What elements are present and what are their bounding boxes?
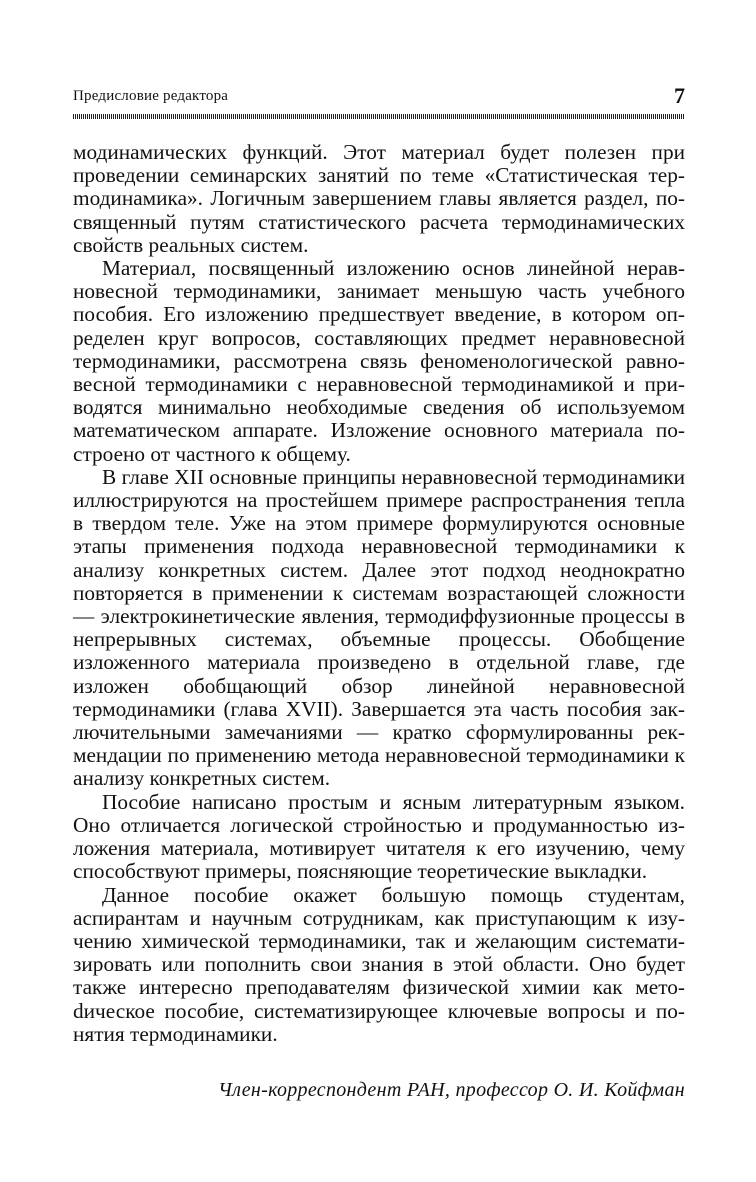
paragraph-2: Материал, посвященный изложению основ линейной неравновесной термодинамики, занимает меньшую часть учебного пособия. Его изложению предшествует введение, в котором определен круг вопросов, составляющих предмет неравновесной термодинамики, рассмотрена связь феноменологической равновесной термодинамики с неравновесной термодинамикой и приводятся минимально необходимые сведения об используемом математическом аппарате. Изложение основного материала построено от частного к общему. [73, 256, 685, 466]
paragraph-1: модинамических функций. Этот материал будет полезен при проведении семинарских занятий по теме «Статистическая терmодинамика». Логичным завершением главы является раздел, посвященный путям статистического расчета термодинамических свойств реальных систем. [73, 140, 685, 257]
signature: Член-корреспондент РАН, профессор О. И. Койфман [218, 1079, 685, 1101]
running-header [73, 83, 685, 108]
paragraph-5: Данное пособие окажет большую помощь студентам, аспирантам и научным сотрудникам, как приступающим к изучению химической термодинамики, так и желающим систематизировать или пополнить свои знания в этой области. Оно будет также интересно преподавателям физической химии как метоdическое пособие, систематизирующее ключевые вопросы и понятия термодинамики. [73, 882, 685, 1046]
header-rule-divider [73, 114, 685, 119]
paragraph-3: В главе XII основные принципы неравновесной термодинамики иллюстрируются на простейшем примере распространения тепла в твердом теле. Уже на этом примере формулируются основные этапы применения подхода неравновесной термодинамики к анализу конкретных систем. Далее этот подход неоднократно повторяется в применении к системам возрастающей сложности — электрокинетические явления, термодиффузионные процессы в непрерывных системах, объемные процессы. Обобщение изложенного материала произведено в отдельной главе, где изложен обобщающий обзор линейной неравновесной термодинамики (глава XVII). Завершается эта часть пособия заключительными замечаниями — кратко сформулированны рекмендации по применению метода неравновесной термодинамики к анализу конкретных систем. [73, 464, 685, 791]
body-text [73, 141, 685, 1046]
page-number: 7 [674, 83, 685, 108]
running-header-title: Предисловие редактора [73, 88, 229, 104]
paragraph-4: Пособие написано простым и ясным литературным языком. Оно отличается логической стройностью и продуманностью изложения материала, мотивирует читателя к его изучению, чему способствуют примеры, поясняющие теоретические выкладки. [73, 789, 685, 884]
